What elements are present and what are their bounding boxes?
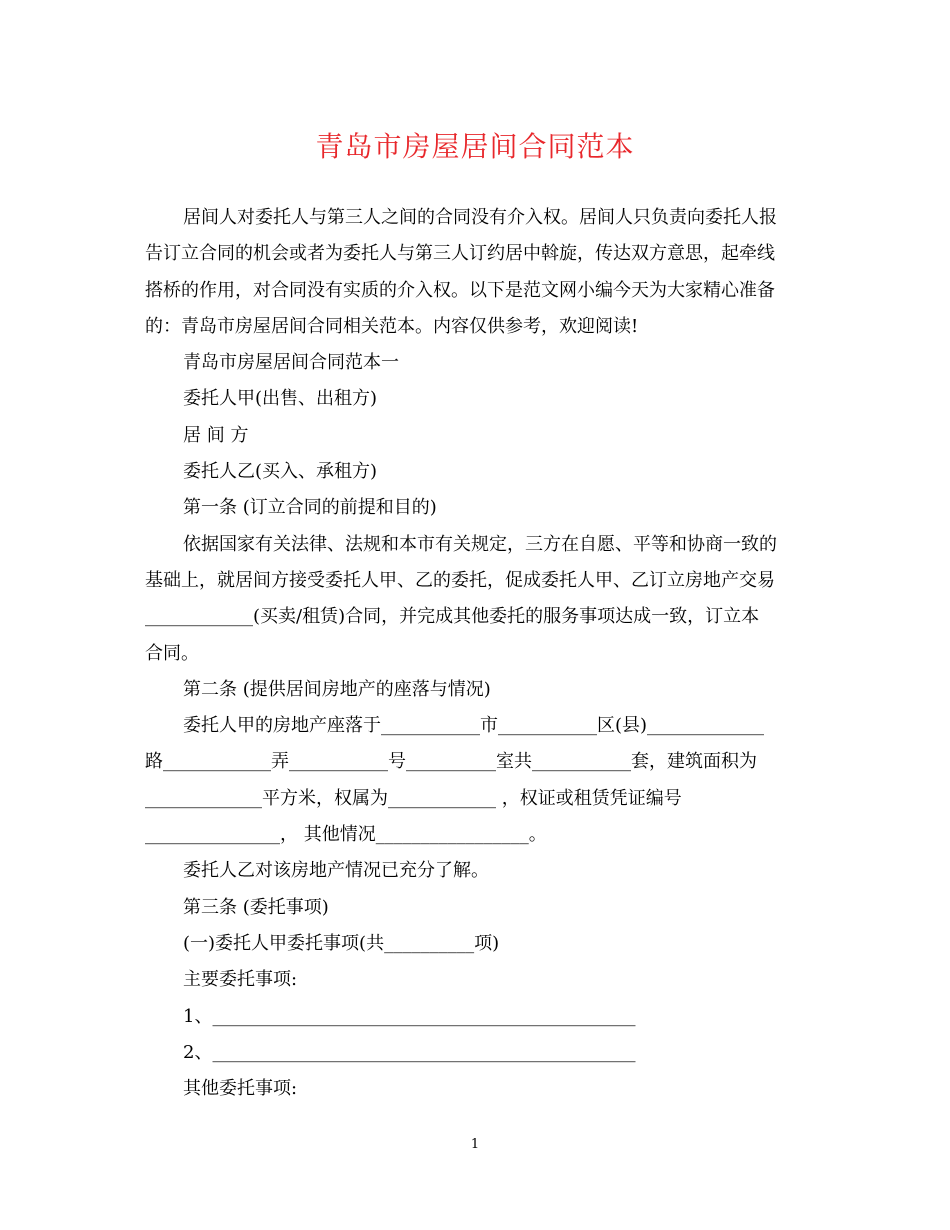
- article-2-line: _______________， 其他情况_________________。: [145, 824, 547, 846]
- article-2-line: 路____________弄___________号__________室共___________套，建筑面积为: [145, 751, 757, 773]
- main-item-2: 2、_______________________________________________: [183, 1041, 636, 1063]
- intro-line: 居间人对委托人与第三人之间的合同没有介入权。居间人只负责向委托人报: [183, 207, 777, 228]
- main-item-1: 1、_______________________________________________: [183, 1005, 636, 1027]
- article-1-heading: 第一条 (订立合同的前提和目的): [183, 497, 437, 519]
- intro-line: 的：青岛市房屋居间合同相关范本。内容仅供参考，欢迎阅读!: [145, 315, 639, 337]
- article-3-item-header: (一)委托人甲委托事项(共__________项): [183, 932, 500, 954]
- other-items-label: 其他委托事项:: [183, 1078, 298, 1100]
- article-1-line: 基础上，就居间方接受委托人甲、乙的委托，促成委托人甲、乙订立房地产交易: [145, 569, 775, 591]
- section-title: 青岛市房屋居间合同范本一: [183, 352, 399, 374]
- article-2-line: 委托人甲的房地产座落于___________市___________区(县)_____________: [183, 715, 765, 737]
- party-a-label: 委托人甲(出售、出租方): [183, 388, 378, 410]
- article-3-heading: 第三条 (委托事项): [183, 896, 329, 918]
- article-2-note: 委托人乙对该房地产情况已充分了解。: [183, 860, 489, 882]
- intro-line: 告订立合同的机会或者为委托人与第三人订约居中斡旋，传达双方意思，起牵线: [145, 243, 775, 265]
- article-1-line: 依据国家有关法律、法规和本市有关规定，三方在自愿、平等和协商一致的: [183, 533, 777, 555]
- main-items-label: 主要委托事项:: [183, 969, 298, 991]
- document-body: [145, 200, 795, 1107]
- intro-line: 搭桥的作用，对合同没有实质的介入权。以下是范文网小编今天为大家精心准备: [145, 279, 775, 301]
- article-1-line: ____________(买卖/租赁)合同，并完成其他委托的服务事项达成一致，订立本: [145, 606, 760, 628]
- document-title: 青岛市房屋居间合同范本: [315, 130, 635, 163]
- party-b-label: 委托人乙(买入、承租方): [183, 461, 378, 483]
- article-2-heading: 第二条 (提供居间房地产的座落与情况): [183, 678, 491, 700]
- page-number: 1: [470, 1137, 480, 1152]
- article-2-line: _____________平方米，权属为____________ ，权证或租赁凭证编号: [145, 787, 682, 809]
- article-1-line: 合同。: [145, 642, 199, 664]
- broker-label: 居 间 方: [183, 424, 249, 446]
